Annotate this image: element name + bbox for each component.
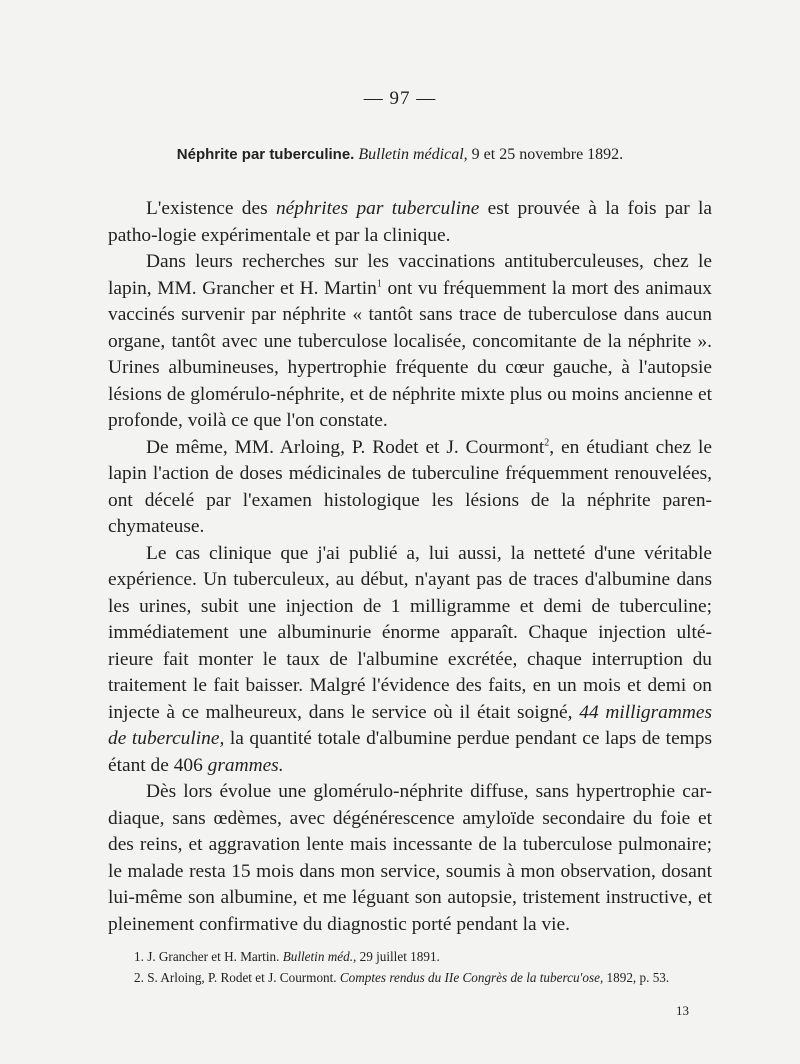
paragraph-text: Le cas clinique que j'ai publié a, lui aussi, la netteté d'une véritable expérience. Un tuberculeux, au début, n'ayant pas de traces d'albumine dans les urines, subit une injection de 1 milligramme et demi de tuberculine; immédiatement une albuminurie énorme apparaît. Chaque injection ulté-rieure fait monter le taux de l'albumine excrétée, chaque interruption du traitement le fait baisser. Malgré l'évidence des faits, en un mois et demi on injecte à ce malheureux, dans le service où il était soigné, [108,542,712,723]
emphasis-text: 44 milligrammes de tuberculine, [108,701,713,749]
emphasis-text: néphrites par tuberculine [275,198,480,219]
paragraph-1 [108,196,712,249]
footnote-text: 2. S. Arloing, P. Rodet et J. Courmont. [134,970,340,985]
footnotes [108,946,712,988]
paragraph-3 [108,435,712,541]
article-source: Bulletin médical, [358,146,468,163]
paragraph-5: Dès lors évolue une glomérulo-néphrite diffuse, sans hypertrophie car-diaque, sans œdèmes, avec dégénérescence amyloïde secondaire du foie et des reins, et aggravation lente mais incessante de la tuberculose pulmonaire; le malade resta 15 mois dans mon service, soumis à mon observation, dosant lui-même son albumine, et me léguant son autopsie, tristement instructive, et pleinement confirmative du diagnostic porté pendant la vie. [108,781,712,935]
footnote-text: 29 juillet 1891. [356,949,440,964]
article-date: 9 et 25 novembre 1892. [471,146,624,163]
footnote-citation: Bulletin méd., [282,949,357,964]
footnote-1 [108,946,712,967]
paragraph-text: 406 [173,754,203,776]
footnote-text: 1. J. Grancher et H. Martin. [134,949,283,964]
emphasis-text: grammes. [202,754,284,776]
footnote-text: 1892, p. 53. [603,970,670,985]
footnote-citation: Comptes rendus du IIe Congrès de la tubercu'ose, [339,970,604,985]
paragraph-text: De même, MM. Arloing, P. Rodet et J. Courmont [146,436,545,458]
paragraph-text: est prouvée à la fois par la patho-logie expérimentale et par la clinique. [108,198,712,246]
paragraph-text: Dans leurs recherches sur les vaccinations antituberculeuses, chez le lapin, MM. Grancher et H. Martin [108,251,712,299]
paragraph-4 [108,541,712,780]
paragraph-text: , en étudiant chez le lapin l'action de doses médicinales de tuberculine fréquemment renouvelées, ont décelé par l'examen histologique les lésions de la néphrite paren-chymateuse. [108,436,712,537]
body-text [108,196,712,938]
paragraph-text: ont vu fréquemment la mort des animaux vaccinés survenir par néphrite « tantôt sans trace de tuberculose dans aucun organe, tantôt avec une tuberculose localisée, concomitante de la néphrite ». Urines albumineuses, hypertrophie fréquente du cœur gauche, à l'autopsie lésions de glomérulo-néphrite, et de néphrite mixte plus ou moins ancienne et profonde, voilà ce que l'on constate. [108,277,713,431]
paragraph-2 [108,249,712,435]
footnote-ref: 2 [544,437,550,449]
article-title: Néphrite par tuberculine. [176,146,355,163]
footnote-ref: 1 [376,278,382,290]
signature-mark: 13 [676,1003,689,1018]
paragraph-text: L'existence des [146,198,276,219]
article-heading [0,146,800,164]
paragraph-text: la quantité totale d'albumine perdue pendant ce laps de temps étant de [108,728,712,776]
page-number: — 97 — [363,88,437,109]
footnote-2 [108,967,712,988]
